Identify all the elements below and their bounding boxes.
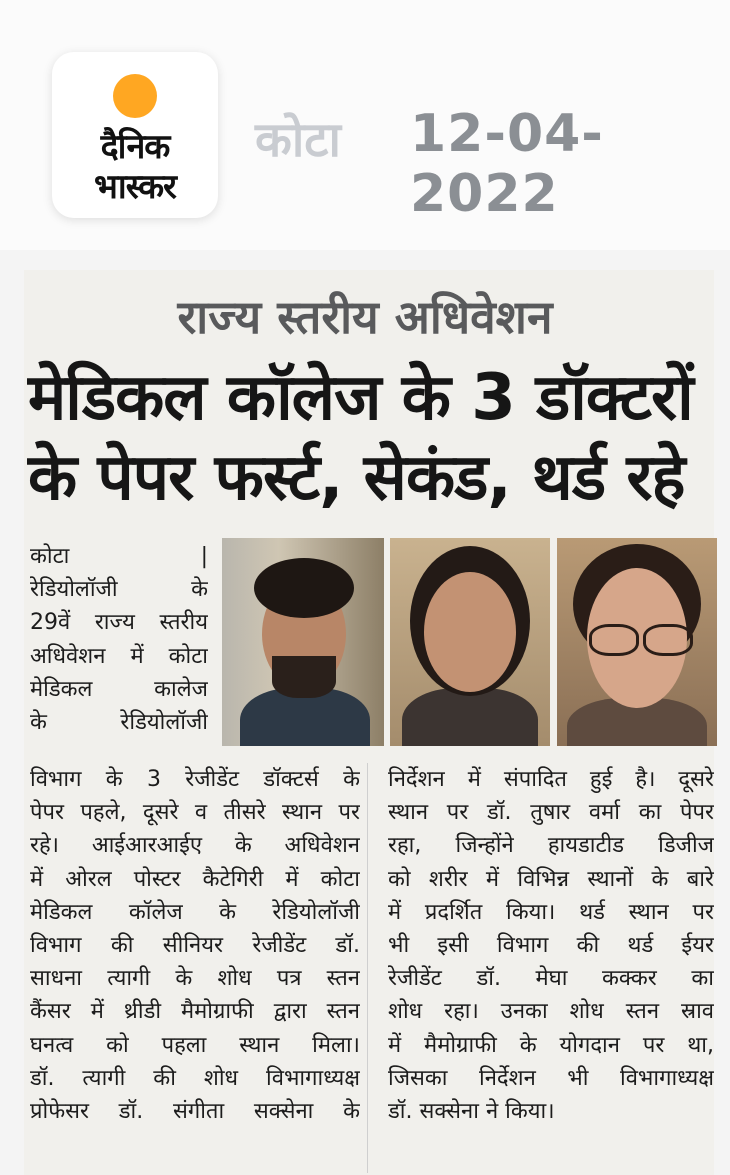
article-line: साधना त्यागी के शोध पत्र स्तन [30,966,360,992]
article-line: में प्रदर्शित किया। थर्ड स्थान पर [388,899,714,925]
headline-line-2: के पेपर फर्स्ट, सेकंड, थर्ड रहे [28,441,685,515]
article-line: भी इसी विभाग की थर्ड ईयर [388,933,714,959]
column-divider [367,763,368,1173]
article-line: में ओरल पोस्टर कैटेगिरी में कोटा [30,866,360,892]
intro-line: कोटा | [30,544,208,569]
article-line: कैंसर में थ्रीडी मैमोग्राफी द्वारा स्तन [30,999,360,1025]
article-line: निर्देशन में संपादित हुई है। दूसरे [388,767,714,792]
intro-line: के रेडियोलॉजी [30,710,208,736]
article-line: रहे। आईआरआईए के अधिवेशन [30,833,360,859]
article-line: स्थान पर डॉ. तुषार वर्मा का पेपर [388,800,714,826]
dainik-bhaskar-logo[interactable] [52,52,218,218]
article-column-left [30,763,360,1128]
edition-date: 12-04-2022 [410,104,604,224]
logo-text-line1: दैनिक [100,127,170,167]
article-line: शोध रहा। उनका शोध स्तन स्राव [388,999,714,1025]
intro-line: मेडिकल कालेज [30,676,208,702]
intro-line: अधिवेशन में कोटा [30,643,208,669]
intro-line: 29वें राज्य स्तरीय [30,610,208,636]
logo-text-line2: भास्कर [94,167,176,207]
article-column-right [388,763,714,1128]
article-line: प्रोफेसर डॉ. संगीता सक्सेना के [30,1099,360,1125]
article-line: डॉ. त्यागी की शोध विभागाध्यक्ष [30,1065,360,1091]
article-line: को शरीर में विभिन्न स्थानों के बारे [388,866,714,892]
article-line: में मैमोग्राफी के योगदान पर था, [388,1032,714,1058]
article-kicker: राज्य स्तरीय अधिवेशन [177,290,553,344]
article-line: रहा, जिन्होंने हायडाटीड डिजीज [388,833,714,859]
article-line: विभाग की सीनियर रेजीडेंट डॉ. [30,933,360,959]
sun-icon [113,74,157,118]
intro-line: रेडियोलॉजी के [30,577,208,603]
article-line: रेजीडेंट डॉ. मेघा कक्कर का [388,966,714,992]
article-line: पेपर पहले, दूसरे व तीसरे स्थान पर [30,800,360,826]
article-line: डॉ. सक्सेना ने किया। [388,1099,555,1125]
clip-header [0,0,730,250]
photo-resident-doctor-1 [222,538,384,746]
edition-city: कोटा [255,112,341,168]
headline-line-1: मेडिकल कॉलेज के 3 डॉक्टरों [28,361,693,435]
article-line: जिसका निर्देशन भी विभागाध्यक्ष [388,1065,714,1091]
article-line: विभाग के 3 रेजीडेंट डॉक्टर्स के [30,767,360,792]
article-line: मेडिकल कॉलेज के रेडियोलॉजी [30,899,360,925]
article-line: घनत्व को पहला स्थान मिला। [30,1032,360,1058]
photo-resident-doctor-2 [390,538,550,746]
intro-column [30,540,208,739]
photo-resident-doctor-3 [557,538,717,746]
